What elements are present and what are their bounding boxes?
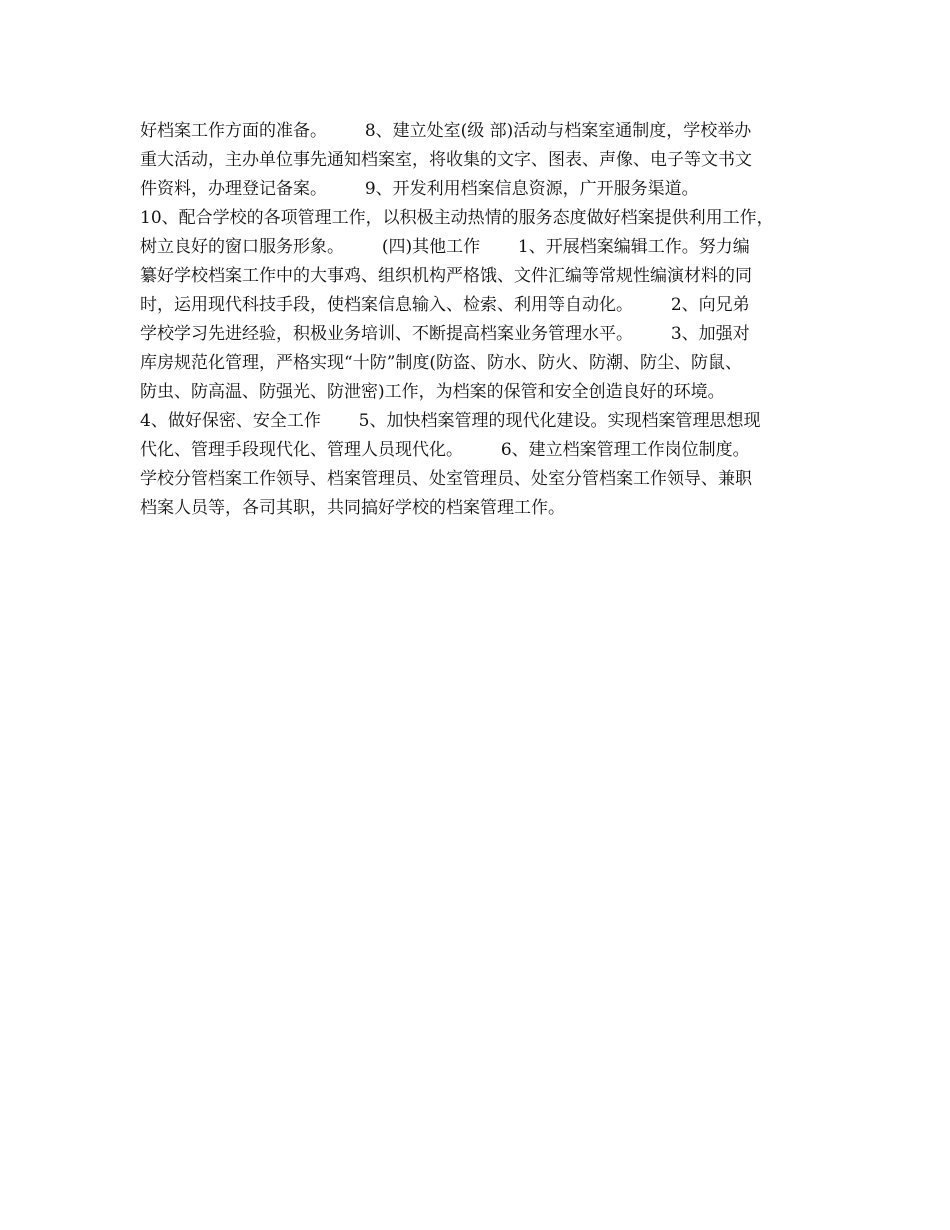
text-line: 件资料，办理登记备案。 9、开发利用档案信息资源，广开服务渠道。	[140, 179, 699, 199]
text-line: 4、做好保密、安全工作 5、加快档案管理的现代化建设。实现档案管理思想现	[140, 411, 761, 431]
text-line: 重大活动，主办单位事先通知档案室，将收集的文字、图表、声像、电子等文书文	[140, 150, 752, 170]
text-line: 树立良好的窗口服务形象。 (四)其他工作 1、开展档案编辑工作。努力编	[140, 237, 750, 257]
text-line: 时，运用现代科技手段，使档案信息输入、检索、利用等自动化。 2、向兄弟	[140, 295, 750, 315]
text-line: 纂好学校档案工作中的大事鸡、组织机构严格饿、文件汇编等常规性编演材料的同	[140, 266, 752, 286]
text-line: 10、配合学校的各项管理工作，以积极主动热情的服务态度做好档案提供利用工作，	[140, 208, 774, 228]
body-text	[140, 117, 820, 523]
text-line: 学校学习先进经验，积极业务培训、不断提高档案业务管理水平。 3、加强对	[140, 324, 750, 344]
text-line: 代化、管理手段现代化、管理人员现代化。 6、建立档案管理工作岗位制度。	[140, 440, 750, 460]
text-line: 档案人员等，各司其职，共同搞好学校的档案管理工作。	[140, 498, 565, 518]
text-line: 好档案工作方面的准备。 8、建立处室(级 部)活动与档案室通制度，学校举办	[140, 121, 752, 141]
text-line: 学校分管档案工作领导、档案管理员、处室管理员、处室分管档案工作领导、兼职	[140, 469, 752, 489]
text-line: 库房规范化管理，严格实现“十防”制度(防盗、防水、防火、防潮、防尘、防鼠、	[140, 353, 743, 373]
text-line: 防虫、防高温、防强光、防泄密)工作，为档案的保管和安全创造良好的环境。	[140, 382, 725, 402]
